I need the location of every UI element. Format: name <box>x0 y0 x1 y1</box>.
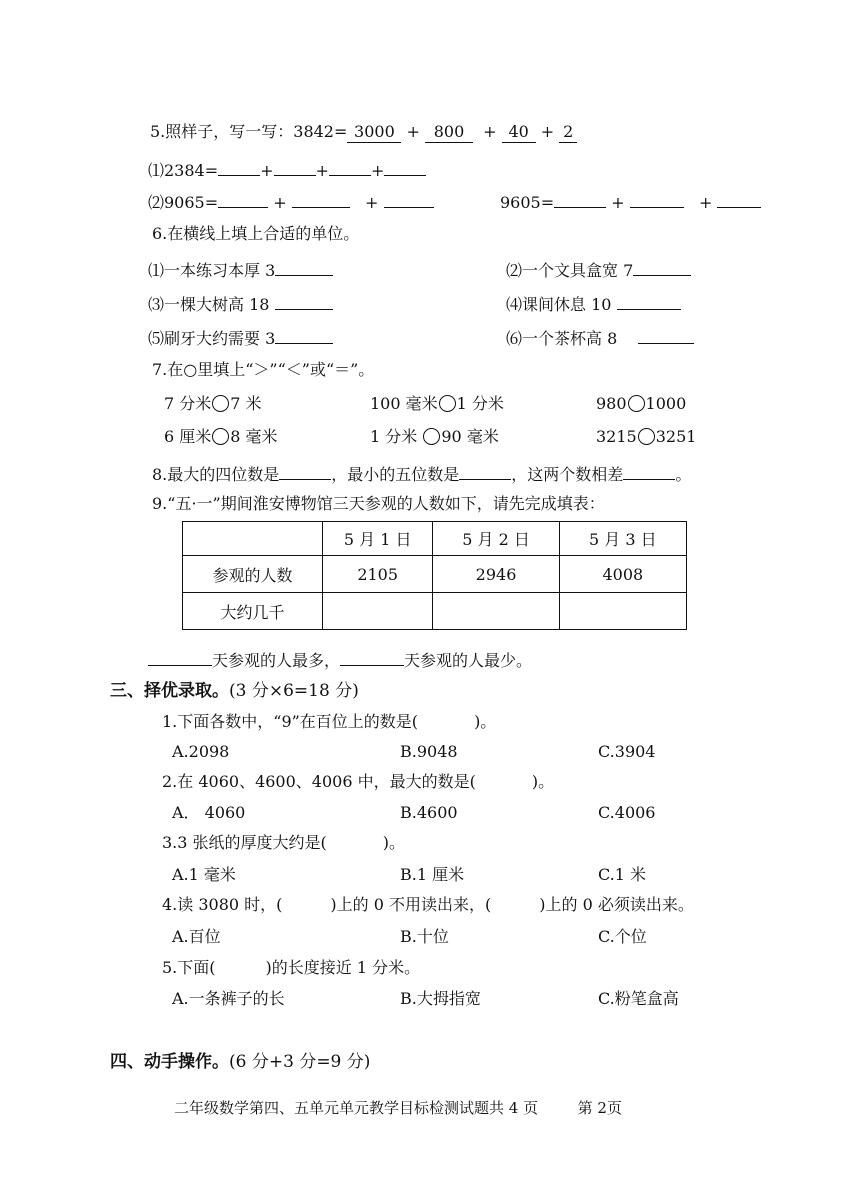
compare-left: 7 分米 <box>164 394 212 413</box>
unit-blank[interactable] <box>617 292 681 310</box>
q5-example-hundreds: 800 <box>425 122 473 143</box>
option[interactable]: B.4600 <box>400 803 458 822</box>
compare-right: 8 毫米 <box>230 427 278 446</box>
q8-text: ，最小的五位数是 <box>331 465 460 484</box>
answer-blank[interactable] <box>329 158 371 176</box>
answer-blank[interactable] <box>630 190 684 208</box>
visitor-table <box>182 521 687 630</box>
table-cell-blank[interactable] <box>559 593 686 630</box>
option[interactable]: A.一条裤子的长 <box>172 989 285 1008</box>
q6-item-3 <box>148 292 333 315</box>
table-cell: 2105 <box>322 556 432 593</box>
option[interactable]: C.3904 <box>598 742 656 761</box>
unit-blank[interactable] <box>275 292 333 310</box>
s3-question-4 <box>162 895 694 915</box>
answer-blank[interactable] <box>218 158 260 176</box>
answer-blank[interactable] <box>554 190 606 208</box>
table-cell: 4008 <box>559 556 686 593</box>
section-points: (3 分×6=18 分) <box>229 681 359 701</box>
section-title: 三、择优录取。 <box>110 681 229 701</box>
q8-text: 。 <box>675 465 692 484</box>
compare-right: 90 毫米 <box>441 427 499 446</box>
table-row-label: 参观的人数 <box>183 556 323 593</box>
q8 <box>152 462 691 485</box>
answer-blank[interactable] <box>218 190 268 208</box>
q9-prompt: 9.“五·一”期间淮安博物馆三天参观的人数如下，请先完成填表： <box>152 494 605 513</box>
q9-text: 天参观的人最少。 <box>404 651 533 670</box>
q9-text: 天参观的人最多， <box>212 651 341 670</box>
s3-question-3 <box>162 833 405 853</box>
q6-item-1 <box>148 258 333 281</box>
q7-compare-6 <box>596 427 696 447</box>
q6-item-text: ⑵一个文具盒宽 7 <box>506 261 634 280</box>
equals-sign: = <box>204 161 219 180</box>
question-text: )上的 0 不用读出来，( <box>330 895 492 914</box>
plus-sign: + <box>370 161 385 180</box>
section-title: 四、动手操作。 <box>110 1052 229 1072</box>
table-cell-blank[interactable] <box>433 593 559 630</box>
q5-sub1-label: ⑴2384 <box>148 161 205 180</box>
unit-blank[interactable] <box>633 258 691 276</box>
q6-item-text: ⑹一个茶杯高 8 <box>506 329 618 348</box>
q6-item-4 <box>506 292 681 315</box>
s3-question-1 <box>162 712 496 732</box>
option[interactable]: C.1 米 <box>598 865 647 884</box>
compare-circle[interactable] <box>212 395 229 412</box>
q8-text: 8.最大的四位数是 <box>152 465 280 484</box>
q8-text: ，这两个数相差 <box>511 465 624 484</box>
option[interactable]: C.粉笔盒高 <box>598 989 679 1008</box>
unit-blank[interactable] <box>275 326 333 344</box>
q5-example-line <box>150 122 577 143</box>
plus-sign: + <box>406 122 420 141</box>
section-3-heading <box>110 681 359 701</box>
plus-sign: + <box>483 122 497 141</box>
compare-left: 980 <box>596 394 627 413</box>
q9-followup <box>148 648 532 671</box>
compare-left: 6 厘米 <box>164 427 212 446</box>
answer-blank[interactable] <box>148 648 212 666</box>
question-text: )上的 0 必须读出来。 <box>539 895 694 914</box>
q6-item-5 <box>148 326 333 349</box>
question-text: 2.在 4060、4600、4006 中，最大的数是( <box>162 772 476 791</box>
q6-item-text: ⑸刷牙大约需要 3 <box>148 329 276 348</box>
q6-item-2 <box>506 258 691 281</box>
compare-right: 1 分米 <box>456 394 504 413</box>
q5-sub2 <box>148 190 434 213</box>
equals-sign: = <box>204 193 219 212</box>
compare-circle[interactable] <box>212 428 229 445</box>
q7-compare-3 <box>596 394 686 414</box>
q5-sub3 <box>500 190 761 213</box>
compare-circle[interactable] <box>439 395 456 412</box>
table-header: 5 月 3 日 <box>559 522 686 556</box>
plus-sign: + <box>365 193 379 212</box>
q5-sub1 <box>148 158 426 181</box>
option[interactable]: B.大拇指宽 <box>400 989 481 1008</box>
s3-question-5 <box>162 958 420 978</box>
question-text: )。 <box>531 772 555 791</box>
answer-blank[interactable] <box>384 158 426 176</box>
compare-circle[interactable] <box>628 395 645 412</box>
answer-blank[interactable] <box>459 462 511 480</box>
plus-sign: + <box>698 193 713 212</box>
unit-blank[interactable] <box>638 326 694 344</box>
answer-blank[interactable] <box>292 190 350 208</box>
answer-blank[interactable] <box>279 462 331 480</box>
compare-left: 3215 <box>596 427 637 446</box>
question-text: 1.下面各数中，“9”在百位上的数是( <box>162 712 419 731</box>
q5-example-thousands: 3000 <box>347 122 401 143</box>
q5-example-tens: 40 <box>502 122 536 143</box>
table-header-blank <box>183 522 323 556</box>
plus-sign: + <box>540 122 555 141</box>
equals-sign: = <box>540 193 555 212</box>
plus-sign: + <box>273 193 287 212</box>
q6-item-text: ⑷课间休息 10 <box>506 295 612 314</box>
q5-example-ones: 2 <box>559 122 577 143</box>
q5-sub2-label: ⑵9065 <box>148 193 205 212</box>
table-header: 5 月 2 日 <box>433 522 559 556</box>
q7-compare-1 <box>164 394 262 414</box>
option[interactable]: A.百位 <box>172 927 221 946</box>
q6-prompt: 6.在横线上填上合适的单位。 <box>152 224 360 243</box>
answer-blank[interactable] <box>274 158 316 176</box>
compare-right: 1000 <box>645 394 687 413</box>
question-text: )。 <box>382 833 406 852</box>
compare-left: 1 分米 <box>370 427 418 446</box>
option[interactable]: B.9048 <box>400 742 458 761</box>
section-points: (6 分+3 分=9 分) <box>229 1052 371 1072</box>
answer-blank[interactable] <box>340 648 404 666</box>
compare-circle[interactable] <box>423 428 440 445</box>
q7-compare-2 <box>370 394 504 414</box>
plus-sign: + <box>260 161 274 180</box>
table-cell-blank[interactable] <box>322 593 432 630</box>
q6-item-text: ⑴一本练习本厚 3 <box>148 261 276 280</box>
table-row-label: 大约几千 <box>183 593 323 630</box>
question-text: 4.读 3080 时，( <box>162 895 283 914</box>
q6-item-6 <box>506 326 694 349</box>
unit-blank[interactable] <box>275 258 333 276</box>
page-footer <box>174 1098 622 1118</box>
question-text: 3.3 张纸的厚度大约是( <box>162 833 327 852</box>
option[interactable]: A． 4060 <box>172 803 246 822</box>
compare-circle[interactable] <box>638 428 655 445</box>
footer-text: 二年级数学第四、五单元单元教学目标检测试题共 4 页 <box>174 1099 539 1117</box>
answer-blank[interactable] <box>717 190 761 208</box>
answer-blank[interactable] <box>623 462 675 480</box>
answer-blank[interactable] <box>384 190 434 208</box>
q5-sub3-label: 9605 <box>500 193 541 212</box>
q7-prompt: 7.在○里填上“＞”“＜”或“＝”。 <box>152 360 375 379</box>
table-cell: 2946 <box>433 556 559 593</box>
option[interactable]: B.1 厘米 <box>400 865 465 884</box>
compare-left: 100 毫米 <box>370 394 438 413</box>
q6-item-text: ⑶一棵大树高 18 <box>148 295 270 314</box>
plus-sign: + <box>611 193 625 212</box>
q5-prompt: 5.照样子，写一写：3842= <box>150 122 348 141</box>
table-header: 5 月 1 日 <box>322 522 432 556</box>
option[interactable]: A.1 毫米 <box>172 865 236 884</box>
s3-question-2 <box>162 772 554 792</box>
compare-right: 7 米 <box>230 394 262 413</box>
compare-right: 3251 <box>655 427 697 446</box>
option[interactable]: A.2098 <box>172 742 230 761</box>
question-text: )。 <box>474 712 497 731</box>
q7-compare-4 <box>164 427 278 447</box>
option[interactable]: C.4006 <box>598 803 656 822</box>
question-text: )的长度接近 1 分米。 <box>265 958 421 977</box>
footer-page-number: 第 2页 <box>577 1099 622 1117</box>
plus-sign: + <box>315 161 329 180</box>
section-4-heading <box>110 1052 370 1072</box>
option[interactable]: B.十位 <box>400 927 449 946</box>
option[interactable]: C.个位 <box>598 927 647 946</box>
question-text: 5.下面( <box>162 958 216 977</box>
q7-compare-5 <box>370 427 499 447</box>
